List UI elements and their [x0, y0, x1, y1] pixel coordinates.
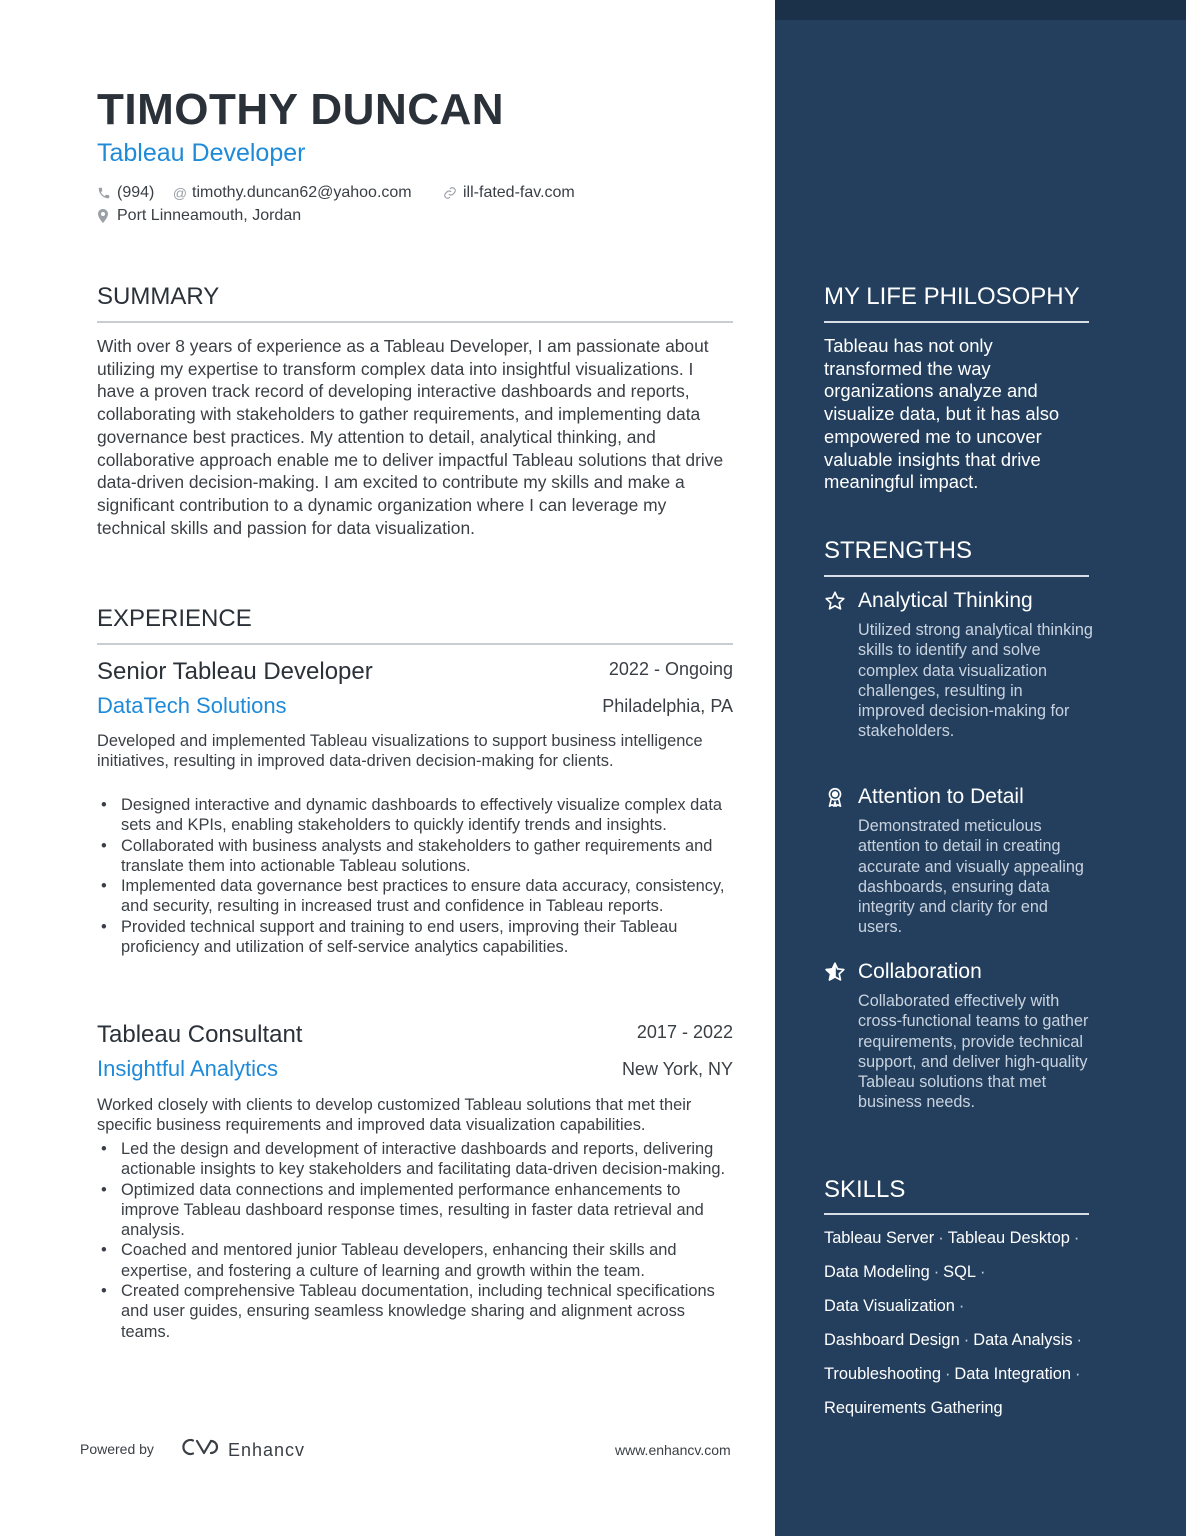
strength-description: Utilized strong analytical thinking skills to identify and solve complex data visualization challenges, resulting in improved decision-making for stakeholders. [858, 621, 1093, 741]
strength-title: Attention to Detail [858, 785, 1024, 808]
link-icon [443, 186, 459, 200]
sidebar-top-bar [775, 0, 1186, 20]
skill-separator: · [933, 1263, 940, 1281]
job-company: DataTech Solutions [97, 693, 287, 718]
bullet-dot: • [101, 877, 107, 896]
strength-description: Collaborated effectively with cross-functional teams to gather requirements, provide technical support, and deliver high-quality Tableau solutions that met business needs. [858, 992, 1089, 1112]
skill-separator: · [1075, 1365, 1081, 1383]
philosophy-text: Tableau has not only transformed the way organizations analyze and visualize data, but it has also empowered me to uncover valuable insights that drive meaningful impact. [824, 335, 1060, 493]
powered-by-label: Powered by [80, 1441, 154, 1457]
skills-title: SKILLS [824, 1176, 906, 1203]
location-text: Port Linneamouth, Jordan [117, 207, 302, 224]
skills-row [824, 1397, 1003, 1419]
job-bullet [97, 1281, 733, 1342]
skills-row [824, 1363, 1085, 1385]
skills-row [824, 1227, 1083, 1249]
bullet-dot: • [101, 1282, 107, 1301]
contact-location [97, 205, 301, 227]
job-company: Insightful Analytics [97, 1056, 278, 1081]
bullet-dot: • [101, 1180, 107, 1199]
website-text: ill-fated-fav.com [463, 184, 575, 201]
skill-tag: Troubleshooting [824, 1365, 941, 1383]
bullet-dot: • [101, 1241, 107, 1260]
award-ribbon-icon [824, 786, 846, 808]
job-bullet [97, 1180, 733, 1241]
phone-text: (994) [117, 184, 155, 201]
job-title: Tableau Consultant [97, 1021, 303, 1048]
job-description: Developed and implemented Tableau visualizations to support business intelligence initiatives, resulting in improved data-driven decision-making for clients. [97, 732, 703, 771]
skill-tag: Dashboard Design [824, 1331, 960, 1349]
job-bullet [97, 1139, 733, 1180]
skill-separator: · [1076, 1331, 1083, 1349]
skill-tag: Data Analysis [973, 1331, 1073, 1349]
bullet-text: Implemented data governance best practices to ensure data accuracy, consistency, and security, resulting in increased trust and confidence in Tableau reports. [121, 877, 725, 916]
strengths-title: STRENGTHS [824, 537, 973, 564]
email-text: timothy.duncan62@yahoo.com [192, 184, 412, 201]
enhancv-logo[interactable] [180, 1436, 305, 1463]
experience-divider [97, 643, 733, 645]
job-title: Senior Tableau Developer [97, 658, 373, 685]
philosophy-title: MY LIFE PHILOSOPHY [824, 283, 1080, 310]
summary-divider [97, 321, 733, 323]
bullet-text: Collaborated with business analysts and stakeholders to gather requirements and translate them into actionable Tableau solutions. [121, 836, 713, 875]
at-icon: @ [172, 185, 188, 201]
bullet-dot: • [101, 1140, 107, 1158]
job-bullets [97, 1139, 733, 1342]
experience-title: EXPERIENCE [97, 605, 252, 632]
skill-tag: Data Visualization [824, 1297, 955, 1315]
skill-tag: Requirements Gathering [824, 1399, 1003, 1417]
summary-text: With over 8 years of experience as a Tableau Developer, I am passionate about utilizing my expertise to transform complex data into insightful visualizations. I have a proven track record of developing interactive dashboards and reports, collaborating with stakeholders to gather requirements, and implementing data governance best practices. My attention to detail, analytical thinking, and collaborative approach enable me to deliver impactful Tableau solutions that drive data-driven decision-making. I am excited to contribute my skills and make a significant contribution to a dynamic organization where I can leverage my technical skills and passion for data visualization. [97, 336, 724, 538]
strengths-divider [824, 575, 1089, 577]
job-location: Philadelphia, PA [602, 696, 733, 716]
enhancv-logo-icon [180, 1436, 220, 1463]
job-bullet [97, 876, 733, 917]
strength-title: Analytical Thinking [858, 589, 1033, 612]
job-dates: 2022 - Ongoing [608, 659, 733, 679]
job-description: Worked closely with clients to develop customized Tableau solutions that met their specific business requirements and improved data visualization capabilities. [97, 1096, 692, 1135]
contact-phone[interactable] [97, 182, 154, 204]
enhancv-brand-name: Enhancv [228, 1439, 306, 1460]
job-location: New York, NY [621, 1059, 733, 1079]
contact-website[interactable] [443, 182, 575, 204]
strength-title: Collaboration [858, 960, 982, 983]
skills-row [824, 1329, 1086, 1351]
skill-separator: · [963, 1331, 970, 1349]
summary-title: SUMMARY [97, 283, 220, 310]
strength-description: Demonstrated meticulous attention to detail in creating accurate and visually appealing dashboards, ensuring data integrity and clarity for end users. [858, 817, 1084, 937]
bullet-dot: • [101, 836, 107, 855]
bullet-text: Optimized data connections and implemented performance enhancements to improve Tableau dashboard response times, resulting in faster data retrieval and analysis. [121, 1180, 704, 1240]
bullet-text: Provided technical support and training to end users, improving their Tableau proficiency and utilization of self-service analytics capabilities. [121, 917, 678, 957]
phone-icon [97, 186, 113, 200]
skill-separator: · [1073, 1229, 1080, 1247]
job-bullets [97, 795, 733, 957]
skill-tag: Data Modeling [824, 1263, 930, 1281]
job-bullet [97, 836, 733, 877]
footer-website[interactable]: www.enhancv.com [615, 1442, 731, 1458]
skill-tag: SQL [943, 1263, 976, 1281]
skill-tag: Tableau Desktop [947, 1229, 1070, 1247]
bullet-text: Led the design and development of interactive dashboards and reports, delivering actionable insights to key stakeholders and facilitating data-driven decision-making. [121, 1140, 726, 1179]
star-outline-icon [824, 590, 846, 612]
candidate-role: Tableau Developer [97, 139, 306, 167]
bullet-dot: • [101, 917, 107, 936]
location-pin-icon [97, 209, 113, 223]
bullet-text: Created comprehensive Tableau documentation, including technical specifications and user guides, ensuring seamless knowledge sharing and alignment across teams. [121, 1282, 715, 1341]
skill-tag: Data Integration [954, 1365, 1072, 1383]
job-bullet [97, 795, 733, 836]
skills-row [824, 1295, 968, 1317]
job-bullet [97, 917, 733, 958]
job-bullet [97, 1240, 733, 1281]
bullet-text: Designed interactive and dynamic dashboards to effectively visualize complex data sets and KPIs, enabling stakeholders to quickly identify trends and insights. [121, 796, 723, 835]
bullet-dot: • [101, 796, 107, 814]
skill-separator: · [958, 1297, 965, 1315]
skill-tag: Tableau Server [824, 1229, 935, 1247]
candidate-name: TIMOTHY DUNCAN [97, 85, 505, 134]
skill-separator: · [944, 1365, 951, 1383]
job-dates: 2017 - 2022 [636, 1022, 733, 1042]
philosophy-divider [824, 321, 1089, 323]
skills-divider [824, 1213, 1089, 1215]
skill-separator: · [938, 1229, 944, 1247]
skills-row [824, 1261, 989, 1283]
contact-email[interactable] [172, 182, 412, 204]
skill-separator: · [979, 1263, 986, 1281]
half-star-icon [824, 961, 846, 983]
bullet-text: Coached and mentored junior Tableau developers, enhancing their skills and expertise, and fostering a culture of learning and growth within the team. [121, 1241, 677, 1280]
